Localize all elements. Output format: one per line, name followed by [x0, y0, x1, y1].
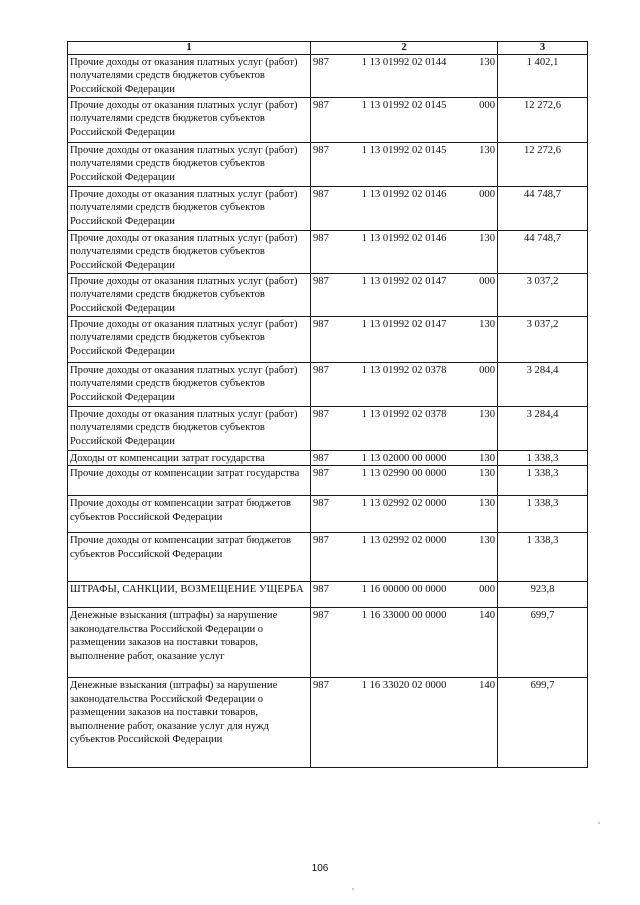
- subtype-code: 140: [479, 680, 495, 692]
- row-code-cell: [311, 608, 498, 678]
- subtype-code: 130: [479, 233, 495, 244]
- row-code-cell: [311, 143, 498, 187]
- budget-classification-code: 1 13 01992 02 0146: [361, 233, 447, 244]
- administrator-code: 987: [313, 233, 329, 244]
- administrator-code: 987: [313, 276, 329, 287]
- table-row: [68, 363, 588, 407]
- code-group: [313, 275, 495, 288]
- code-group: [313, 534, 495, 547]
- table-row: [68, 98, 588, 143]
- row-code-cell: [311, 533, 498, 582]
- code-group: [313, 99, 495, 112]
- budget-classification-code: 1 13 01992 02 0147: [361, 319, 447, 330]
- table-row: [68, 407, 588, 451]
- subtype-code: 130: [479, 319, 495, 330]
- subtype-code: 000: [479, 100, 495, 111]
- code-group: [313, 609, 495, 622]
- scan-speck: [352, 888, 354, 890]
- row-amount: 1 338,3: [498, 466, 588, 496]
- code-group: [313, 232, 495, 245]
- code-group: [313, 188, 495, 201]
- administrator-code: 987: [313, 145, 329, 156]
- row-code-cell: [311, 363, 498, 407]
- row-code-cell: [311, 582, 498, 608]
- row-amount: 12 272,6: [498, 143, 588, 187]
- budget-classification-code: 1 16 33000 00 0000: [361, 610, 447, 622]
- row-code-cell: [311, 678, 498, 768]
- column-header: 1: [68, 42, 311, 55]
- subtype-code: 140: [479, 610, 495, 622]
- row-amount: 1 402,1: [498, 55, 588, 98]
- table-row: [68, 608, 588, 678]
- row-description: Прочие доходы от оказания платных услуг (работ) получателями средств бюджетов субъектов Российской Федерации: [68, 274, 311, 317]
- subtype-code: 000: [479, 189, 495, 200]
- scan-speck: [598, 822, 600, 824]
- subtype-code: 000: [479, 276, 495, 287]
- budget-classification-code: 1 13 01992 02 0144: [361, 57, 447, 68]
- administrator-code: 987: [313, 610, 329, 622]
- row-code-cell: [311, 407, 498, 451]
- row-description: Денежные взыскания (штрафы) за нарушение законодательства Российской Федерации о размещении заказов на поставки товаров, выполнение работ, оказание услуг: [68, 608, 311, 678]
- row-description: Прочие доходы от оказания платных услуг (работ) получателями средств бюджетов субъектов Российской Федерации: [68, 231, 311, 274]
- subtype-code: 130: [479, 453, 495, 464]
- row-code-cell: [311, 317, 498, 363]
- table-row: [68, 55, 588, 98]
- row-amount: 3 284,4: [498, 363, 588, 407]
- row-code-cell: [311, 496, 498, 533]
- row-description: Доходы от компенсации затрат государства: [68, 451, 311, 466]
- table-row: [68, 317, 588, 363]
- row-amount: 3 284,4: [498, 407, 588, 451]
- code-group: [313, 364, 495, 377]
- code-group: [313, 144, 495, 157]
- budget-classification-code: 1 13 01992 02 0378: [361, 365, 447, 376]
- administrator-code: 987: [313, 680, 329, 692]
- administrator-code: 987: [313, 100, 329, 111]
- budget-classification-code: 1 13 02992 02 0000: [361, 498, 447, 510]
- administrator-code: 987: [313, 409, 329, 420]
- budget-classification-code: 1 13 02990 00 0000: [361, 468, 447, 480]
- row-description: Прочие доходы от оказания платных услуг (работ) получателями средств бюджетов субъектов Российской Федерации: [68, 143, 311, 187]
- row-description: Прочие доходы от оказания платных услуг (работ) получателями средств бюджетов субъектов Российской Федерации: [68, 407, 311, 451]
- administrator-code: 987: [313, 535, 329, 547]
- table-row: [68, 533, 588, 582]
- subtype-code: 130: [479, 535, 495, 547]
- table-row: [68, 274, 588, 317]
- budget-classification-code: 1 16 33020 02 0000: [361, 680, 447, 692]
- subtype-code: 130: [479, 498, 495, 510]
- row-amount: 699,7: [498, 678, 588, 768]
- administrator-code: 987: [313, 365, 329, 376]
- table-row: [68, 678, 588, 768]
- row-amount: 923,8: [498, 582, 588, 608]
- administrator-code: 987: [313, 57, 329, 68]
- administrator-code: 987: [313, 453, 329, 464]
- row-description: Прочие доходы от компенсации затрат бюджетов субъектов Российской Федерации: [68, 496, 311, 533]
- row-amount: 1 338,3: [498, 451, 588, 466]
- budget-classification-code: 1 13 01992 02 0378: [361, 409, 447, 420]
- page-number: 106: [311, 863, 329, 874]
- budget-revenue-table: [67, 41, 588, 768]
- row-amount: 3 037,2: [498, 317, 588, 363]
- subtype-code: 000: [479, 365, 495, 376]
- table-row: [68, 187, 588, 231]
- row-code-cell: [311, 98, 498, 143]
- table-row: [68, 466, 588, 496]
- subtype-code: 130: [479, 468, 495, 480]
- row-code-cell: [311, 274, 498, 317]
- row-code-cell: [311, 55, 498, 98]
- row-description: Прочие доходы от оказания платных услуг (работ) получателями средств бюджетов субъектов Российской Федерации: [68, 363, 311, 407]
- table-body: [68, 55, 588, 768]
- administrator-code: 987: [313, 319, 329, 330]
- subtype-code: 130: [479, 409, 495, 420]
- budget-classification-code: 1 13 02992 02 0000: [361, 535, 447, 547]
- row-amount: 1 338,3: [498, 496, 588, 533]
- row-amount: 44 748,7: [498, 231, 588, 274]
- code-group: [313, 452, 495, 465]
- table-row: [68, 496, 588, 533]
- budget-classification-code: 1 13 01992 02 0147: [361, 276, 447, 287]
- code-group: [313, 583, 495, 596]
- code-group: [313, 56, 495, 69]
- administrator-code: 987: [313, 189, 329, 200]
- table-row: [68, 451, 588, 466]
- budget-classification-code: 1 16 00000 00 0000: [361, 584, 447, 596]
- row-description: Прочие доходы от компенсации затрат государства: [68, 466, 311, 496]
- code-group: [313, 408, 495, 421]
- row-amount: 699,7: [498, 608, 588, 678]
- row-amount: 1 338,3: [498, 533, 588, 582]
- row-amount: 3 037,2: [498, 274, 588, 317]
- row-description: ШТРАФЫ, САНКЦИИ, ВОЗМЕЩЕНИЕ УЩЕРБА: [68, 582, 311, 608]
- row-description: Прочие доходы от компенсации затрат бюджетов субъектов Российской Федерации: [68, 533, 311, 582]
- administrator-code: 987: [313, 498, 329, 510]
- code-group: [313, 318, 495, 331]
- row-amount: 12 272,6: [498, 98, 588, 143]
- row-description: Прочие доходы от оказания платных услуг (работ) получателями средств бюджетов субъектов Российской Федерации: [68, 98, 311, 143]
- row-description: Прочие доходы от оказания платных услуг (работ) получателями средств бюджетов субъектов Российской Федерации: [68, 55, 311, 98]
- column-header: 2: [311, 42, 498, 55]
- row-description: Денежные взыскания (штрафы) за нарушение законодательства Российской Федерации о размещении заказов на поставки товаров, выполнение работ, оказание услуг для нужд субъектов Российской Федерации: [68, 678, 311, 768]
- subtype-code: 130: [479, 145, 495, 156]
- administrator-code: 987: [313, 468, 329, 480]
- table-row: [68, 582, 588, 608]
- subtype-code: 130: [479, 57, 495, 68]
- table-row: [68, 143, 588, 187]
- code-group: [313, 467, 495, 480]
- budget-classification-code: 1 13 01992 02 0146: [361, 189, 447, 200]
- row-code-cell: [311, 466, 498, 496]
- administrator-code: 987: [313, 584, 329, 596]
- row-code-cell: [311, 187, 498, 231]
- budget-classification-code: 1 13 01992 02 0145: [361, 145, 447, 156]
- row-code-cell: [311, 451, 498, 466]
- code-group: [313, 679, 495, 692]
- code-group: [313, 497, 495, 510]
- budget-classification-code: 1 13 02000 00 0000: [361, 453, 447, 464]
- table-header-row: [68, 42, 588, 55]
- row-description: Прочие доходы от оказания платных услуг (работ) получателями средств бюджетов субъектов Российской Федерации: [68, 317, 311, 363]
- row-code-cell: [311, 231, 498, 274]
- row-description: Прочие доходы от оказания платных услуг (работ) получателями средств бюджетов субъектов Российской Федерации: [68, 187, 311, 231]
- table-row: [68, 231, 588, 274]
- subtype-code: 000: [479, 584, 495, 596]
- column-header: 3: [498, 42, 588, 55]
- row-amount: 44 748,7: [498, 187, 588, 231]
- budget-classification-code: 1 13 01992 02 0145: [361, 100, 447, 111]
